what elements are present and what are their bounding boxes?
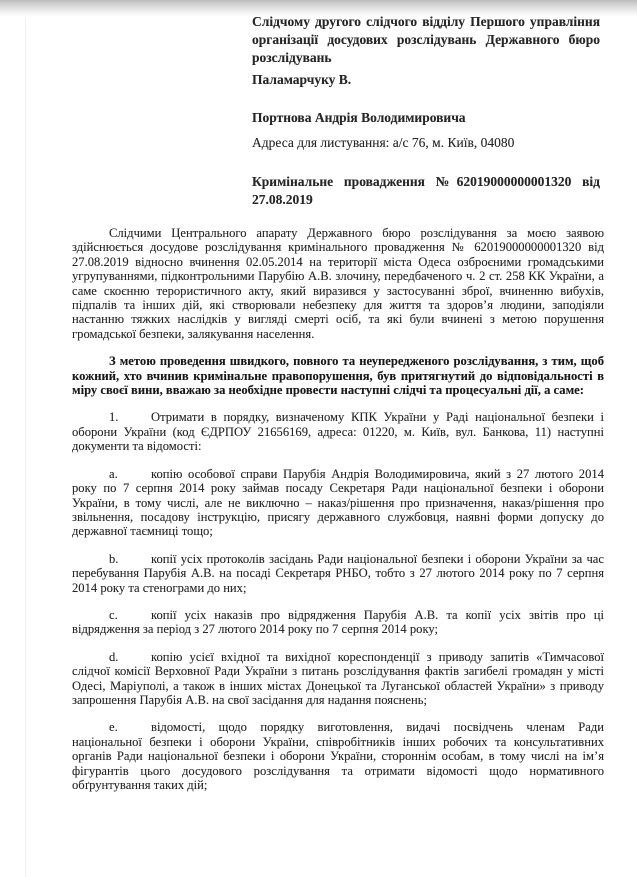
list-item-b <box>72 552 604 595</box>
purpose-paragraph <box>72 354 604 397</box>
recipient-block <box>252 13 600 209</box>
intro-paragraph-text: Слідчими Центрального апарату Державного бюро розслідування за моєю заявою здійснюється досудове розслідування кримінального провадження № 62019000000001320 від 27.08.2019 відносно вчинення 02.05.2014 на території міста Одеса озброєними громадськими угрупуваннями, підконтрольними Парубію А.В. злочину, передбаченого ч. 2 ст. 258 КК України, а саме скоєнню терористичного акту, який виразився у застосуванні зброї, вчиненню вибухів, підпалів та інших дій, які створювали небезпеку для життя та здоров’я людини, заподіяли настанню тяжких наслідків у вигляді смерті осіб, та які були вчинені з метою порушення громадської безпеки, залякування населення. <box>72 226 604 341</box>
applicant-address: Адреса для листування: а/с 76, м. Київ, 04080 <box>252 135 515 150</box>
list-item-d-label: d. <box>109 649 119 664</box>
purpose-paragraph-text: З метою проведення швидкого, повного та неупередженого розслідування, з тим, щоб кожний, хто вчинив кримінальне правопорушення, був притягнутий до відповідальності в міру своєї вини, вважаю за необхідне провести наступні слідчі та процесуальні дії, а саме: <box>72 354 604 398</box>
case-reference: Кримінальне провадження №62019000000001320 від 27.08.2019 <box>252 174 600 207</box>
list-item-e-label: e. <box>109 720 118 735</box>
addressee-office: Слідчому другого слідчого відділу Першого управління організації досудових розслідувань Державного бюро розслідувань <box>252 14 600 65</box>
intro-paragraph <box>72 226 604 341</box>
list-item-1-label: 1. <box>109 410 119 425</box>
list-item-d <box>72 650 604 708</box>
list-item-b-text: копії усіх протоколів засідань Ради національної безпеки і оборони України за час перебування Парубія А.В. на посаді Секретаря РНБО, тобто з 27 лютого 2014 року по 7 серпня 2014 року та стенограми до них; <box>72 551 604 595</box>
addressee-name: Паламарчуку В. <box>252 72 352 87</box>
list-item-1-text: Отримати в порядку, визначеному КПК України у Раді національної безпеки і оборони України (код ЄДРПОУ 21656169, адреса: 01220, м. Київ, вул. Банкова, 11) наступні документи та відомості: <box>72 410 604 454</box>
applicant-name: Портнова Андрія Володимировича <box>252 110 466 125</box>
list-item-c-label: c. <box>109 607 118 622</box>
list-item-a-label: a. <box>109 466 118 481</box>
list-item-e <box>72 720 604 792</box>
list-item-c <box>72 608 604 637</box>
list-item-a-text: копію особової справи Парубія Андрія Володимировича, який з 27 лютого 2014 року по 7 серпня 2014 року займав посаду Секретаря Ради національної безпеки і оборони України, в тому числі, але не виключно – наказ/рішення про призначення, наказ/рішення про звільнення, посадову інструкцію, присягу державного службовця, наявні форми допуску до державної таємниці тощо; <box>72 466 604 539</box>
list-item-b-label: b. <box>109 551 119 566</box>
list-item-1 <box>72 410 604 453</box>
list-item-c-text: копії усіх наказів про відрядження Парубія А.В. та копії усіх звітів про ці відрядження за період з 27 лютого 2014 року по 7 серпня 2014 року; <box>72 607 604 637</box>
page-edge-line <box>25 17 26 877</box>
document-body <box>72 226 604 805</box>
list-item-d-text: копію усієї вхідної та вихідної кореспонденції з приводу запитів «Тимчасової слідчої комісії Верховної Ради України з питань розслідування фактів загибелі громадян у місті Одесі, Маріуполі, а також в інших містах Донецької та Луганської областей України» з приводу запрошення Парубія А.В. на свої засідання для надання пояснень; <box>72 649 604 707</box>
list-item-a <box>72 467 604 539</box>
list-item-e-text: відомості, щодо порядку виготовлення, видачі посвідчень членам Ради національної безпеки і оборони України, співробітників інших робочих та консультативних органів Ради національної безпеки і оборони України, стороннім особам, в тому числі на ім’я фігурантів цього досудового розслідування та отримати відомості щодо нормативного обґрунтування таких дій; <box>72 720 604 792</box>
